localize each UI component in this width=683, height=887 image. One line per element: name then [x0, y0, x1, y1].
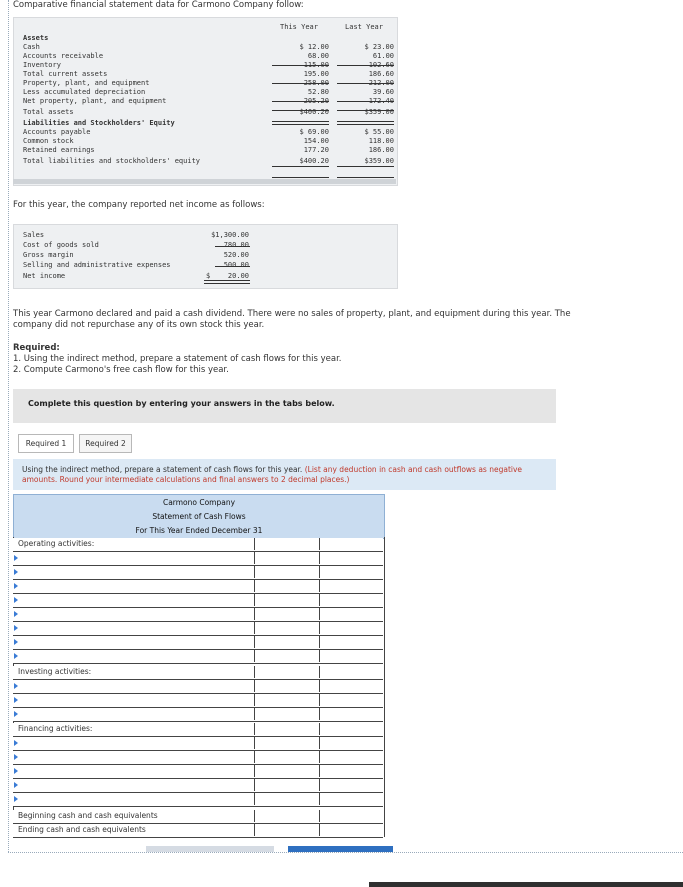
cf-input-row	[13, 636, 383, 650]
bs-value-this: 258.00	[303, 79, 329, 87]
bottom-dotted-border	[8, 852, 683, 853]
cf-input-row	[13, 708, 383, 722]
cf-description-input[interactable]	[13, 650, 255, 662]
tab-required-1[interactable]: Required 1	[18, 434, 74, 453]
cf-input-row	[13, 566, 383, 580]
cf-amount-input[interactable]	[256, 694, 320, 706]
cf-section-row	[13, 538, 383, 552]
cf-description-input[interactable]	[13, 622, 255, 634]
bs-value-last: $359.00	[364, 157, 394, 165]
bs-row-label: Liabilities and Stockholders' Equity	[23, 119, 175, 127]
cf-total-input[interactable]	[320, 824, 382, 836]
bs-row-label: Cash	[23, 43, 40, 51]
cf-row-label-cell	[13, 666, 255, 678]
cf-amount-input[interactable]	[256, 723, 320, 735]
cf-amount-input[interactable]	[256, 650, 320, 662]
cf-amount-input[interactable]	[256, 608, 320, 620]
cf-section-label: Ending cash and cash equivalents	[18, 825, 146, 834]
is-row-label: Gross margin	[23, 251, 74, 259]
cf-section-label: Financing activities:	[18, 724, 93, 733]
cf-description-input[interactable]	[13, 636, 255, 648]
instruction-note: (List any deduction in cash and cash outflows as negative amounts. Round your intermediate calculations and final answers to 2 decimal places.)	[22, 465, 523, 484]
col-last-year: Last Year	[345, 23, 383, 31]
cf-amount-input[interactable]	[256, 751, 320, 763]
dropdown-flag-icon[interactable]	[14, 711, 18, 717]
dropdown-flag-icon[interactable]	[14, 740, 18, 746]
cf-amount-input[interactable]	[256, 552, 320, 564]
cf-description-input[interactable]	[13, 552, 255, 564]
cf-amount-input[interactable]	[256, 824, 320, 836]
cf-total-input[interactable]	[320, 580, 382, 592]
bs-value-this: 68.00	[307, 52, 329, 60]
dropdown-flag-icon[interactable]	[14, 754, 18, 760]
cf-section-row	[13, 666, 383, 680]
bs-row-label: Common stock	[23, 137, 74, 145]
required-title: Required:	[13, 343, 60, 353]
cf-section-row	[13, 723, 383, 737]
intro-text: Comparative financial statement data for Carmono Company follow:	[13, 0, 304, 10]
bs-value-this: $400.20	[299, 108, 329, 116]
cash-flow-header	[13, 494, 385, 539]
cf-amount-input[interactable]	[256, 737, 320, 749]
bottom-bar	[369, 882, 683, 887]
bs-value-last: 39.60	[372, 88, 394, 96]
cf-amount-input[interactable]	[256, 793, 320, 805]
cf-statement-title: Statement of Cash Flows	[152, 512, 246, 521]
bs-row-label: Assets	[23, 34, 49, 42]
cf-section-label: Investing activities:	[18, 667, 92, 676]
cf-section-row	[13, 810, 383, 824]
cf-description-input[interactable]	[13, 680, 255, 692]
bs-value-last: 61.00	[372, 52, 394, 60]
cf-total-input[interactable]	[320, 723, 382, 735]
complete-question-box	[13, 389, 556, 423]
cf-amount-input[interactable]	[256, 666, 320, 678]
bs-row-label: Total liabilities and stockholders' equity	[23, 157, 201, 165]
bs-value-last: 186.00	[368, 146, 394, 154]
dropdown-flag-icon[interactable]	[14, 639, 18, 645]
cf-total-input[interactable]	[320, 779, 382, 791]
cf-amount-input[interactable]	[256, 765, 320, 777]
cf-description-input[interactable]	[13, 566, 255, 578]
bs-row-label: Total assets	[23, 108, 74, 116]
bs-row-label: Property, plant, and equipment	[23, 79, 150, 87]
bs-value-this: $ 69.00	[299, 128, 329, 136]
dropdown-flag-icon[interactable]	[14, 782, 18, 788]
cf-amount-input[interactable]	[256, 622, 320, 634]
bs-value-this: $400.20	[299, 157, 329, 165]
bs-value-this: 195.00	[303, 70, 329, 78]
bs-value-last: 212.00	[368, 79, 394, 87]
bs-value-last: $ 23.00	[364, 43, 394, 51]
dropdown-flag-icon[interactable]	[14, 597, 18, 603]
col-this-year: This Year	[280, 23, 318, 31]
is-row-label: Sales	[23, 231, 45, 239]
prev-tab-button[interactable]	[146, 846, 274, 852]
cf-input-row	[13, 680, 383, 694]
cf-total-input[interactable]	[320, 765, 382, 777]
balance-sheet-table	[13, 17, 398, 186]
complete-question-text: Complete this question by entering your answers in the tabs below.	[28, 399, 335, 408]
bs-value-last: 102.60	[368, 61, 394, 69]
bs-value-last: $ 55.00	[364, 128, 394, 136]
cf-description-input[interactable]	[13, 708, 255, 720]
cf-total-input[interactable]	[320, 708, 382, 720]
cf-total-input[interactable]	[320, 810, 382, 822]
bs-value-this: $ 12.00	[299, 43, 329, 51]
dropdown-flag-icon[interactable]	[14, 653, 18, 659]
cf-total-input[interactable]	[320, 694, 382, 706]
is-row-label: Cost of goods sold	[23, 241, 99, 249]
bs-value-last: $359.00	[364, 108, 394, 116]
cf-input-row	[13, 765, 383, 779]
cf-total-input[interactable]	[320, 666, 382, 678]
dropdown-flag-icon[interactable]	[14, 555, 18, 561]
bs-value-this: 177.20	[303, 146, 329, 154]
cf-amount-input[interactable]	[256, 538, 320, 550]
cf-input-row	[13, 779, 383, 793]
bs-value-this: 52.80	[307, 88, 329, 96]
cf-company: Carmono Company	[162, 498, 236, 507]
required-item-1: 1. Using the indirect method, prepare a statement of cash flows for this year.	[13, 354, 342, 364]
cf-section-label: Beginning cash and cash equivalents	[18, 811, 158, 820]
dropdown-flag-icon[interactable]	[14, 796, 18, 802]
cf-input-row	[13, 622, 383, 636]
cf-total-input[interactable]	[320, 552, 382, 564]
cf-input-row	[13, 580, 383, 594]
cf-input-row	[13, 751, 383, 765]
cf-amount-input[interactable]	[256, 680, 320, 692]
cf-row-label-cell	[13, 824, 255, 836]
cf-input-row	[13, 793, 383, 807]
cf-total-input[interactable]	[320, 594, 382, 606]
cf-section-label: Operating activities:	[18, 539, 95, 548]
is-row-value: 20.00	[227, 272, 249, 280]
cf-total-input[interactable]	[320, 680, 382, 692]
bs-row-label: Accounts payable	[23, 128, 91, 136]
cf-description-input[interactable]	[13, 765, 255, 777]
dividend-text-1: This year Carmono declared and paid a cash dividend. There were no sales of property, plant, and equipment during this year. The	[13, 309, 571, 319]
cf-total-input[interactable]	[320, 751, 382, 763]
is-row-label: Selling and administrative expenses	[23, 261, 171, 269]
next-tab-button[interactable]	[288, 846, 393, 852]
bs-value-last: 172.40	[368, 97, 394, 105]
tab-required-2[interactable]: Required 2	[79, 434, 132, 453]
is-row-value: $1,300.00	[211, 231, 249, 239]
dropdown-flag-icon[interactable]	[14, 625, 18, 631]
bs-row-label: Accounts receivable	[23, 52, 104, 60]
cf-section-row	[13, 824, 383, 838]
dropdown-flag-icon[interactable]	[14, 583, 18, 589]
net-income-intro: For this year, the company reported net income as follows:	[13, 200, 265, 210]
bs-row-label: Net property, plant, and equipment	[23, 97, 167, 105]
cf-total-input[interactable]	[320, 793, 382, 805]
cf-input-row	[13, 694, 383, 708]
cf-amount-input[interactable]	[256, 580, 320, 592]
cf-description-input[interactable]	[13, 580, 255, 592]
left-dotted-border	[8, 0, 9, 852]
cf-description-input[interactable]	[13, 793, 255, 805]
cf-description-input[interactable]	[13, 751, 255, 763]
cf-total-input[interactable]	[320, 636, 382, 648]
bs-row-label: Total current assets	[23, 70, 108, 78]
is-row-value: 500.00	[223, 261, 249, 269]
bs-value-this: 154.00	[303, 137, 329, 145]
dropdown-flag-icon[interactable]	[14, 683, 18, 689]
dividend-text-2: company did not repurchase any of its own stock this year.	[13, 320, 265, 330]
bs-row-label: Retained earnings	[23, 146, 95, 154]
dropdown-flag-icon[interactable]	[14, 611, 18, 617]
dropdown-flag-icon[interactable]	[14, 569, 18, 575]
cf-input-row	[13, 552, 383, 566]
instruction-text	[22, 465, 547, 485]
cf-description-input[interactable]	[13, 608, 255, 620]
cf-amount-input[interactable]	[256, 708, 320, 720]
income-statement-table	[13, 224, 398, 289]
cf-amount-input[interactable]	[256, 636, 320, 648]
instruction-main: Using the indirect method, prepare a statement of cash flows for this year.	[22, 465, 303, 474]
is-row-value: 780.00	[223, 241, 249, 249]
bs-row-label: Less accumulated depreciation	[23, 88, 146, 96]
bs-value-this: 115.00	[303, 61, 329, 69]
cf-input-row	[13, 608, 383, 622]
cf-row-label-cell	[13, 810, 255, 822]
is-dollar-sign: $	[206, 272, 211, 280]
is-row-value: 520.00	[223, 251, 249, 259]
bs-value-last: 186.60	[368, 70, 394, 78]
dropdown-flag-icon[interactable]	[14, 697, 18, 703]
instruction-box	[13, 459, 556, 490]
bs-row-label: Inventory	[23, 61, 61, 69]
cf-amount-input[interactable]	[256, 566, 320, 578]
cf-total-input[interactable]	[320, 622, 382, 634]
dropdown-flag-icon[interactable]	[14, 768, 18, 774]
cf-total-input[interactable]	[320, 566, 382, 578]
cf-input-row	[13, 594, 383, 608]
cf-row-label-cell	[13, 723, 255, 735]
cf-row-label-cell	[13, 538, 255, 550]
cf-input-row	[13, 737, 383, 751]
cf-description-input[interactable]	[13, 694, 255, 706]
cf-total-input[interactable]	[320, 737, 382, 749]
cf-description-input[interactable]	[13, 594, 255, 606]
required-item-2: 2. Compute Carmono's free cash flow for this year.	[13, 365, 229, 375]
cf-amount-input[interactable]	[256, 779, 320, 791]
cf-total-input[interactable]	[320, 608, 382, 620]
balance-sheet-scrollbar[interactable]	[13, 179, 396, 184]
cf-description-input[interactable]	[13, 737, 255, 749]
bs-value-this: 205.20	[303, 97, 329, 105]
cf-amount-input[interactable]	[256, 810, 320, 822]
is-row-label: Net income	[23, 272, 66, 280]
cf-total-input[interactable]	[320, 538, 382, 550]
bs-value-last: 118.00	[368, 137, 394, 145]
cf-total-input[interactable]	[320, 650, 382, 662]
cf-amount-input[interactable]	[256, 594, 320, 606]
cf-input-row	[13, 650, 383, 664]
cf-period: For This Year Ended December 31	[135, 526, 263, 535]
cf-description-input[interactable]	[13, 779, 255, 791]
